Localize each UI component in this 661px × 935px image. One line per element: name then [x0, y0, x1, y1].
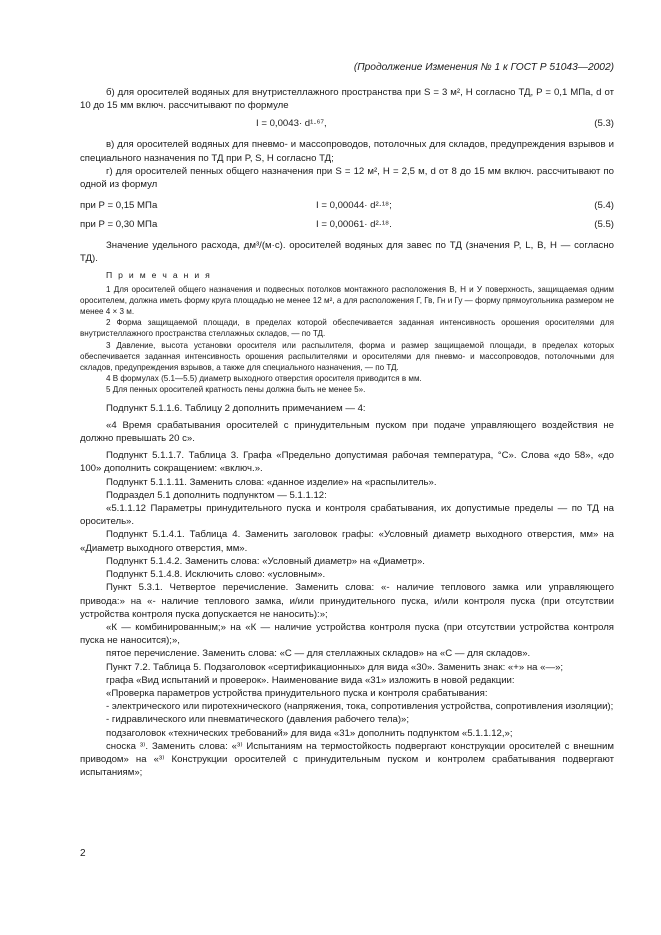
paragraph-v: в) для оросителей водяных для пневмо- и массопроводов, потолочных для складов, предупреждения взрывов и специального назначения по ТД при P, S, H согласно ТД;: [80, 139, 614, 164]
note-item: 4 В формулах (5.1—5.5) диаметр выходного отверстия оросителя приводится в мм.: [106, 374, 422, 384]
body-paragraph: Подпункт 5.1.4.1. Таблица 4. Заменить заголовок графы: «Условный диаметр выходного отверстия, мм» на «Диаметр выходного отверстия, мм».: [80, 529, 614, 554]
formula-5-5: [80, 218, 614, 231]
body-paragraph: «Проверка параметров устройства принудительного пуска и контроля срабатывания:: [106, 687, 488, 699]
body-paragraph: «К — комбинированным;» на «К — наличие устройства контроля пуска (при отсутствии устройства контроля пуска не наносится);»,: [80, 621, 614, 647]
body-paragraph: - гидравлического или пневматического (давления рабочего тела)»;: [106, 714, 410, 726]
formula-5-3: [80, 117, 614, 130]
body-paragraph: Подраздел 5.1 дополнить подпунктом — 5.1.1.12:: [106, 489, 327, 501]
body-paragraph: Пункт 5.3.1. Четвертое перечисление. Заменить слова: «- наличие теплового замка или управляющего привода:» на «- наличие теплового замка, и/или принудительного пуска, и/или контроля пуска (при отсутствии устройства контроля пуска допускается не наносить):»;: [80, 582, 614, 620]
paragraph-g: г) для оросителей пенных общего назначения при S = 12 м², H = 2,5 м, d от 8 до 15 мм включ. рассчитывают по одной из формул: [80, 165, 614, 191]
formula-expression: I = 0,00044· d²·¹⁸;: [316, 200, 392, 212]
page-header: (Продолжение Изменения № 1 к ГОСТ Р 51043—2002): [353, 62, 614, 73]
page-number: 2: [80, 848, 86, 859]
formula-condition: при P = 0,15 МПа: [80, 200, 158, 212]
body-paragraph: графа «Вид испытаний и проверок». Наименование вида «31» изложить в новой редакции:: [106, 674, 515, 686]
note-item: 1 Для оросителей общего назначения и подвесных потолков монтажного расположения В, Н и У поверхность, защищаемая одним оросителем, должна иметь форму круга площадью не менее 12 м², а для расположения Г, Гв, Гн и Гу — форму прямоугольника размером не менее 4 × 3 м.: [80, 284, 614, 317]
body-paragraph: Подпункт 5.1.1.7. Таблица 3. Графа «Предельно допустимая рабочая температура, °С». Слова «до 58», «до 100» дополнить сокращением: «включ.».: [80, 450, 614, 475]
note-item: 5 Для пенных оросителей кратность пены должна быть не менее 5».: [106, 385, 366, 395]
body-paragraph: «5.1.1.12 Параметры принудительного пуска и контроля срабатывания, их допустимые пределы — по ТД на ороситель».: [80, 503, 614, 528]
notes-title: П р и м е ч а н и я: [106, 269, 212, 280]
notes-list: [80, 284, 614, 396]
formula-condition: при P = 0,30 МПа: [80, 219, 158, 231]
body-paragraph: сноска ³⁾. Заменить слова: «³⁾ Испытаниям на термостойкость подвергают конструкции оросителей с внешним приводом» на «³⁾ Конструкции оросителей с принудительным пуском и контролем срабатывания подвергают испытаниям»;: [80, 740, 614, 779]
body-paragraph: «4 Время срабатывания оросителей с принудительным пуском при подаче управляющего воздействия не должно превышать 20 с».: [80, 419, 614, 445]
formula-number: (5.3): [594, 118, 614, 130]
body-paragraph: Подпункт 5.1.4.8. Исключить слово: «условным».: [106, 569, 326, 581]
formula-5-4: [80, 199, 614, 212]
paragraph-specific-flow: Значение удельного расхода, дм³/(м·с). оросителей водяных для завес по ТД (значения P, L, B, H — согласно ТД).: [80, 240, 614, 265]
body-paragraph: Подпункт 5.1.4.2. Заменить слова: «Условный диаметр» на «Диаметр».: [106, 555, 425, 567]
body-paragraph: Подпункт 5.1.1.11. Заменить слова: «данное изделие» на «распылитель».: [106, 476, 437, 488]
body-paragraph: Пункт 7.2. Таблица 5. Подзаголовок «сертификационных» для вида «30». Заменить знак: «+» на «—»;: [106, 661, 564, 673]
amendment-body: [80, 402, 614, 780]
note-item: 3 Давление, высота установки оросителя или распылителя, форма и размер защищаемой площади, в пределах которых обеспечивается заданная интенсивность орошения распылителями и оросителями для пневмо- и массопроводов, потолочными для складов, предупреждения взрывов, а также для специального назначения, — по ТД.: [80, 340, 614, 373]
body-paragraph: - электрического или пиротехнического (напряжения, тока, сопротивления устройства, сопротивления изоляции);: [106, 701, 614, 713]
body-paragraph: подзаголовок «технических требований» для вида «31» дополнить подпунктом «5.1.1.12,»;: [106, 727, 513, 739]
formula-number: (5.4): [594, 200, 614, 212]
body-paragraph: пятое перечисление. Заменить слова: «С — для стеллажных складов» на «С — для складов».: [106, 648, 531, 660]
note-item: 2 Форма защищаемой площади, в пределах которой обеспечивается заданная интенсивность орошения оросителями для внутристеллажного пространства стеллажных складов, — по ТД.: [80, 318, 614, 339]
formula-number: (5.5): [594, 219, 614, 231]
paragraph-b: б) для оросителей водяных для внутристеллажного пространства при S = 3 м², H согласно ТД, P = 0,1 МПа, d от 10 до 15 мм включ. рассчитывают по формуле: [80, 87, 614, 112]
formula-expression: I = 0,0043· d¹·⁶⁷,: [256, 118, 327, 130]
body-paragraph: Подпункт 5.1.1.6. Таблицу 2 дополнить примечанием — 4:: [106, 402, 366, 414]
formula-expression: I = 0,00061· d²·¹⁸.: [316, 219, 392, 231]
